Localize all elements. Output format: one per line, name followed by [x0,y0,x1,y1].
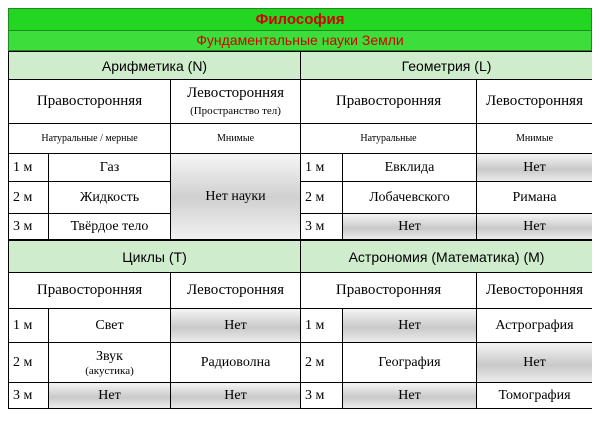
arithmetic-row-num: 2 м [9,182,49,214]
arithmetic-left-merged: Нет науки [171,154,301,240]
astronomy-left-cell: Томография [477,383,593,409]
astronomy-right-cell: Нет [343,309,477,343]
arithmetic-row-num: 3 м [9,214,49,240]
geometry-left-cell: Нет [477,214,593,240]
arithmetic-left-label [171,80,301,124]
arithmetic-row-num: 1 м [9,154,49,182]
geometry-row-num: 1 м [301,154,343,182]
page-title: Философия [8,8,592,31]
cycles-row-num: 3 м [9,383,49,409]
geometry-left-kind: Мнимые [477,124,593,154]
cycles-right-sub: (акустика) [85,364,134,377]
astronomy-right-label: Правосторонняя [301,273,477,309]
top-panel [8,51,592,240]
cycles-right-cell: Нет [49,383,171,409]
geometry-left-cell: Римана [477,182,593,214]
cycles-header: Циклы (T) [9,241,301,273]
geometry-left-label: Левосторонняя [477,80,593,124]
astronomy-row-num: 3 м [301,383,343,409]
geometry-right-cell: Нет [343,214,477,240]
geometry-row-num: 2 м [301,182,343,214]
cycles-right-label: Правосторонняя [9,273,171,309]
arithmetic-right-kind: Натуральные / мерные [9,124,171,154]
cycles-section [8,240,300,409]
geometry-right-cell: Лобачевского [343,182,477,214]
cycles-right-cell: Свет [49,309,171,343]
geometry-left-cell: Нет [477,154,593,182]
geometry-right-label: Правосторонняя [301,80,477,124]
astronomy-left-label: Левосторонняя [477,273,593,309]
cycles-left-cell: Нет [171,309,301,343]
page-subtitle: Фундаментальные науки Земли [8,31,592,51]
arithmetic-left-title: Левосторонняя [187,84,284,101]
cycles-row-num: 1 м [9,309,49,343]
geometry-row-num: 3 м [301,214,343,240]
arithmetic-header: Арифметика (N) [9,52,301,80]
arithmetic-right-label: Правосторонняя [9,80,171,124]
arithmetic-right-cell: Газ [49,154,171,182]
philosophy-table [8,8,592,409]
arithmetic-section [8,51,300,240]
arithmetic-left-note: (Пространство тел) [190,104,281,117]
bottom-panel [8,240,592,409]
astronomy-row-num: 1 м [301,309,343,343]
astronomy-row-num: 2 м [301,343,343,383]
astronomy-right-cell: География [343,343,477,383]
cycles-left-label: Левосторонняя [171,273,301,309]
astronomy-section [300,240,592,409]
astronomy-left-cell: Нет [477,343,593,383]
arithmetic-right-cell: Твёрдое тело [49,214,171,240]
astronomy-header: Астрономия (Математика) (M) [301,241,593,273]
geometry-header: Геометрия (L) [301,52,593,80]
cycles-right-main: Звук [96,348,123,364]
arithmetic-left-kind: Мнимые [171,124,301,154]
cycles-row-num: 2 м [9,343,49,383]
geometry-right-kind: Натуральные [301,124,477,154]
geometry-section [300,51,592,240]
astronomy-right-cell: Нет [343,383,477,409]
geometry-right-cell: Евклида [343,154,477,182]
astronomy-left-cell: Астрография [477,309,593,343]
cycles-right-cell [49,343,171,383]
cycles-left-cell: Нет [171,383,301,409]
arithmetic-right-cell: Жидкость [49,182,171,214]
cycles-left-cell: Радиоволна [171,343,301,383]
